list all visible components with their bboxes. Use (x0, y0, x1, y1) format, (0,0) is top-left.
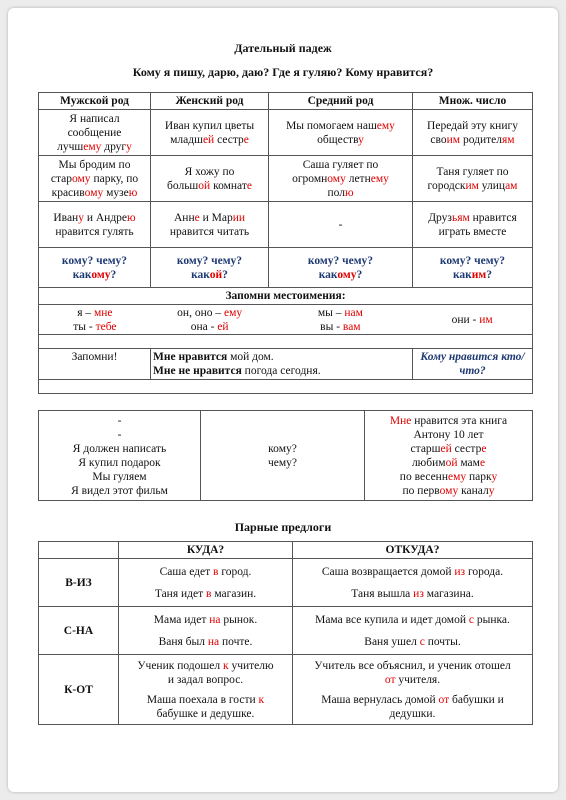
pronouns-header-row (39, 288, 533, 305)
cell: Ивану и Андрею нравится гулять (39, 202, 151, 248)
cell: Мы бродим по старому парку, по красивому музею (39, 156, 151, 202)
question-row (39, 248, 533, 288)
table-row (39, 202, 533, 248)
spacer-row (39, 335, 533, 349)
cell: Мама все купила и идет домой с рынка. Ваня ушел с почты. (293, 607, 533, 655)
pronoun-group: он, оно – ему она - ей (177, 306, 243, 333)
table-row (39, 559, 533, 607)
cell: Таня гуляет по городским улицам (413, 156, 533, 202)
header-masculine: Мужской род (39, 93, 151, 110)
header-otkuda: ОТКУДА? (293, 542, 533, 559)
header-feminine: Женский род (151, 93, 269, 110)
cell: Иван купил цветы младшей сестре (151, 110, 269, 156)
header-row (39, 93, 533, 110)
table-row (39, 110, 533, 156)
cell: кому? чему? какому? (39, 248, 151, 288)
header-neuter: Средний род (269, 93, 413, 110)
examples-cell: Мне нравится эта книга Антону 10 лет старшей сестре любимой маме по весеннему парку по первому каналу (365, 411, 533, 501)
document-page (8, 8, 558, 792)
pair-label: В-ИЗ (39, 559, 119, 607)
section-title: Парные предлоги (234, 520, 332, 534)
table-row (39, 156, 533, 202)
cell: Я написал сообщение лучшему другу (39, 110, 151, 156)
pronoun-group: мы – нам вы - вам (317, 306, 363, 333)
remember-question: Кому нравится кто/что? (413, 349, 533, 380)
pronouns-cell (39, 305, 533, 335)
examples-cell: - - Я должен написать Я купил подарок Мы гуляем Я видел этот фильм (39, 411, 201, 501)
table-row (39, 655, 533, 725)
cell: кому? чему? какому? (269, 248, 413, 288)
header-kuda: КУДА? (119, 542, 293, 559)
cell: Друзьям нравится играть вместе (413, 202, 533, 248)
cell: Мы помогаем нашему обществу (269, 110, 413, 156)
cell: - (269, 202, 413, 248)
pair-label: С-НА (39, 607, 119, 655)
page-title: Дательный падеж (234, 41, 332, 55)
cell: Саша гуляет по огромному летнему полю (269, 156, 413, 202)
header-row (39, 542, 533, 559)
pronoun-group: они - им (451, 313, 493, 326)
questions-cell: кому? чему? (201, 411, 365, 501)
table-row (39, 411, 533, 501)
cell: Анне и Марии нравится читать (151, 202, 269, 248)
cell: Учитель все объяснил, и ученик отошел от учителя. Маша вернулась домой от бабушки и дедушки. (293, 655, 533, 725)
remember-examples: Мне нравится мой дом. Мне не нравится погода сегодня. (151, 349, 413, 380)
remember-label: Запомни! (39, 349, 151, 380)
examples-table (38, 410, 533, 501)
pronouns-row (39, 305, 533, 335)
header-plural: Множ. число (413, 93, 533, 110)
pronoun-group: я – мне ты - тебе (73, 306, 117, 333)
cell: кому? чему? какой? (151, 248, 269, 288)
dative-case-table (38, 92, 533, 394)
cell: кому? чему? каким? (413, 248, 533, 288)
cell: Мама идет на рынок. Ваня был на почте. (119, 607, 293, 655)
pronouns-heading: Запомни местоимения: (39, 288, 533, 305)
cell: Ученик подошел к учителю и задал вопрос. Маша поехала в гости к бабушке и дедушке. (119, 655, 293, 725)
cell: Саша возвращается домой из города. Таня вышла из магазина. (293, 559, 533, 607)
remember-row (39, 349, 533, 380)
pair-label: К-ОТ (39, 655, 119, 725)
paired-prepositions-table (38, 541, 533, 725)
cell: Передай эту книгу своим родителям (413, 110, 533, 156)
page-subtitle: Кому я пишу, дарю, даю? Где я гуляю? Кому нравится? (132, 65, 434, 79)
table-row (39, 607, 533, 655)
cell: Саша едет в город. Таня идет в магазин. (119, 559, 293, 607)
cell: Я хожу по большой комнате (151, 156, 269, 202)
spacer-row (39, 380, 533, 394)
